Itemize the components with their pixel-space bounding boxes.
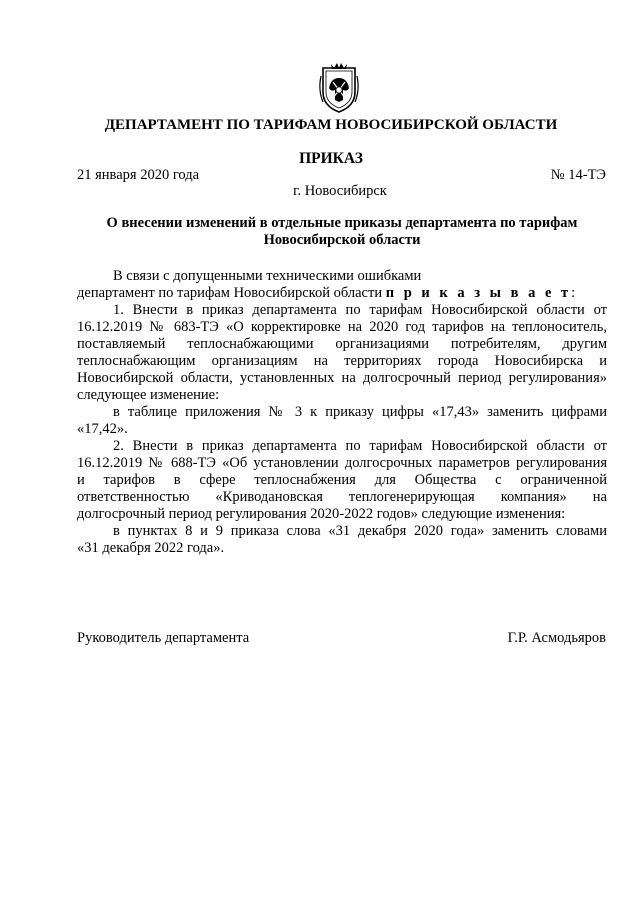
- p1-line: теплоснабжающим организациям на территориях города Новосибирска и: [77, 353, 607, 369]
- document-number: № 14-ТЭ: [550, 167, 606, 183]
- document-date: 21 января 2020 года: [77, 167, 200, 183]
- p1-line: 16.12.2019 № 683-ТЭ «О корректировке на 2020 год тарифов на теплоноситель,: [77, 319, 607, 335]
- intro-department: департамент по тарифам Новосибирской области: [77, 285, 383, 301]
- intro-orders: п р и к а з ы в а е т: [385, 285, 572, 301]
- intro-colon: :: [571, 285, 576, 301]
- document-type: ПРИКАЗ: [299, 150, 363, 167]
- signature-role: Руководитель департамента: [77, 630, 250, 646]
- coat-of-arms-icon: [317, 62, 361, 114]
- p2-sub-line: в пунктах 8 и 9 приказа слова «31 декабря 2020 года» заменить словами: [113, 523, 607, 539]
- p2-line: долгосрочный период регулирования 2020-2022 годов» следующие изменения:: [77, 506, 566, 522]
- p2-line: 16.12.2019 № 688-ТЭ «Об установлении долгосрочных параметров регулирования: [77, 455, 607, 471]
- p2-sub-line: «31 декабря 2022 года».: [77, 540, 225, 556]
- signature-name: Г.Р. Асмодьяров: [507, 630, 606, 646]
- intro-line-1: В связи с допущенными техническими ошибками: [113, 268, 422, 284]
- intro-line-2: [77, 285, 607, 302]
- p2-line: ответственностью «Криводановская теплогенерирующая компания» на: [77, 489, 607, 505]
- p1-line: 1. Внести в приказ департамента по тарифам Новосибирской области от: [113, 302, 607, 318]
- document-city: г. Новосибирск: [293, 183, 387, 199]
- p1-sub-line: «17,42».: [77, 421, 128, 437]
- p2-line: и тарифов в сфере теплоснабжения для Общества с ограниченной: [77, 472, 607, 488]
- department-title: ДЕПАРТАМЕНТ ПО ТАРИФАМ НОВОСИБИРСКОЙ ОБЛАСТИ: [104, 117, 558, 133]
- p2-line: 2. Внести в приказ департамента по тарифам Новосибирской области от: [113, 438, 607, 454]
- p1-line: поставляемый теплоснабжающими организациями потребителям, другим: [77, 336, 607, 352]
- document-subject: О внесении изменений в отдельные приказы департамента по тарифам Новосибирской области: [106, 215, 578, 248]
- p1-line: Новосибирской области, установленных на долгосрочный период регулирования»: [77, 370, 607, 386]
- p1-sub-line: в таблице приложения № 3 к приказу цифры «17,43» заменить цифрами: [113, 404, 607, 420]
- document-body: [77, 268, 607, 557]
- p1-line: следующее изменение:: [77, 387, 220, 403]
